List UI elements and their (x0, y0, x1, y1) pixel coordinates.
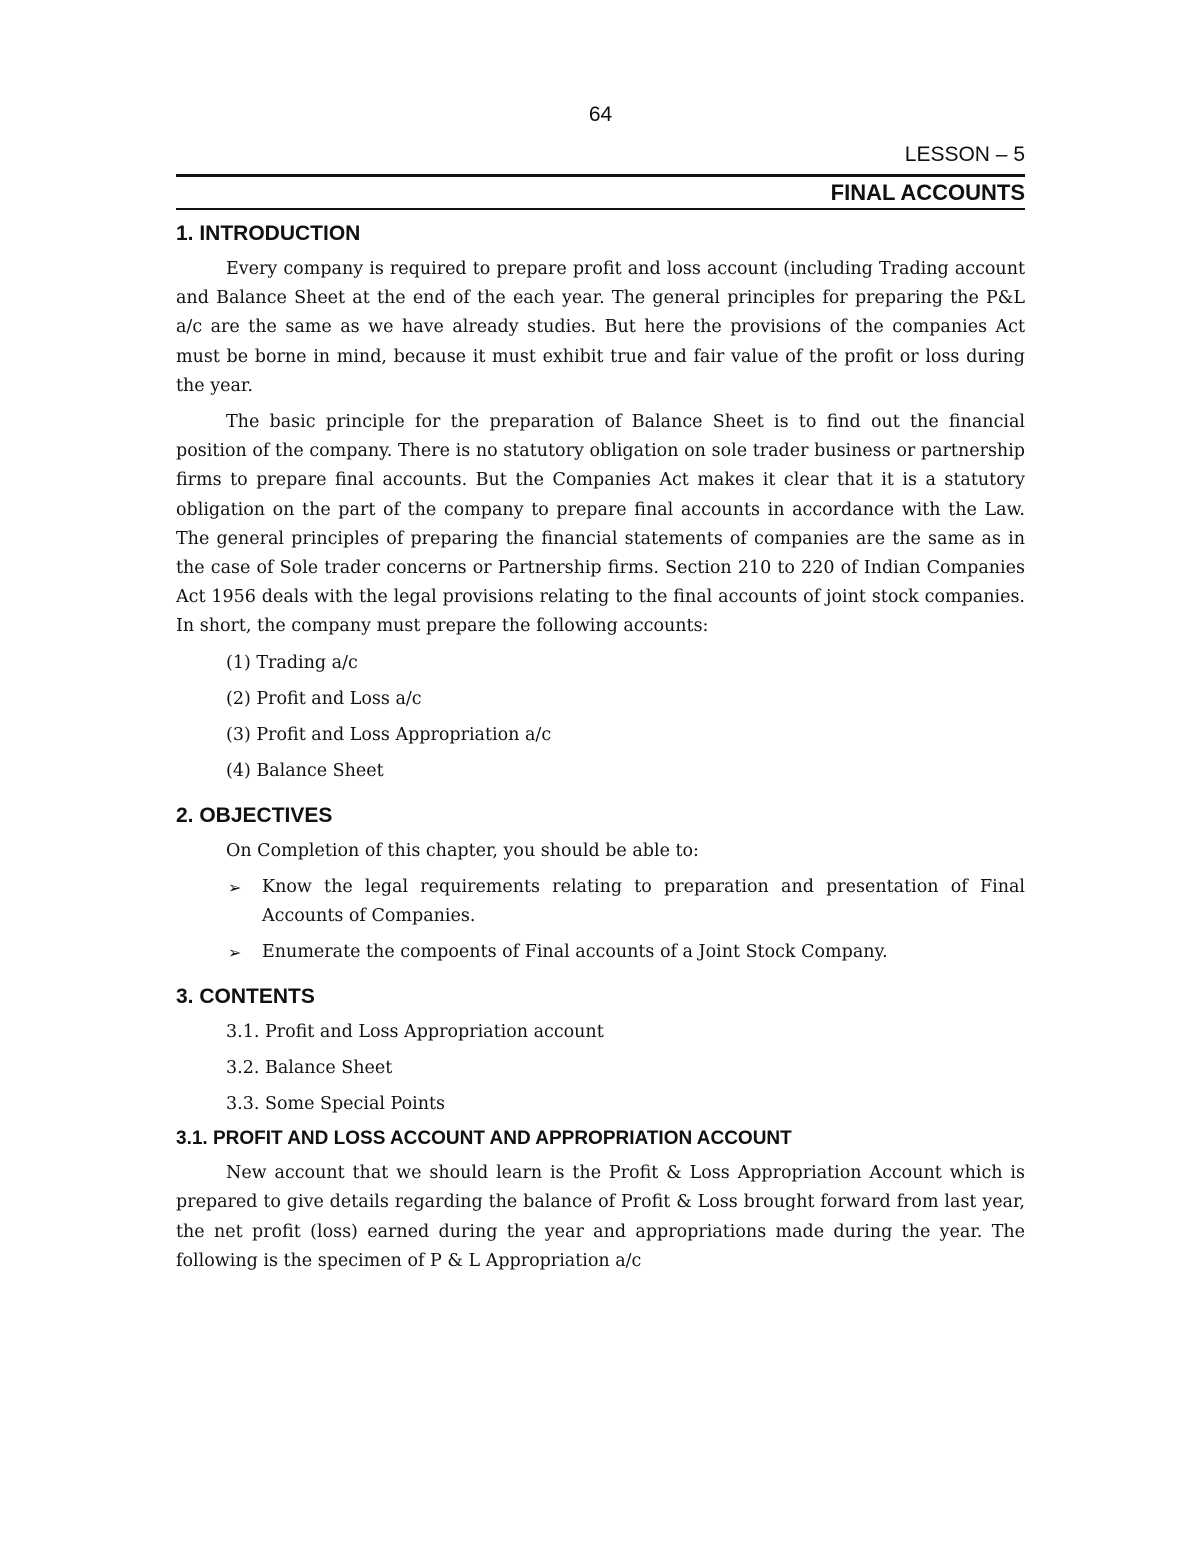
section-3-1-paragraph: New account that we should learn is the Profit & Loss Appropriation Account which is prepared to give details regarding the balance of Profit & Loss brought forward from last year, the net profit (loss) earned during the year and appropriations made during the year. The following is the specimen of P & L Appropriation a/c (176, 1163, 1025, 1271)
account-list-item: (3) Profit and Loss Appropriation a/c (226, 724, 552, 745)
objective-text: Know the legal requirements relating to preparation and presentation of Final Accounts of Companies. (262, 876, 1025, 926)
page-content (176, 220, 1025, 1276)
contents-item: 3.3. Some Special Points (226, 1094, 446, 1115)
objective-item (176, 873, 1025, 931)
contents-heading: 3. CONTENTS (176, 985, 315, 1009)
arrow-bullet-icon: ➢ (228, 877, 242, 897)
header-rule-bottom (176, 208, 1025, 210)
header-rule-top (176, 174, 1025, 177)
account-list-item: (4) Balance Sheet (226, 760, 384, 781)
introduction-paragraph-1: Every company is required to prepare profit and loss account (including Trading account and Balance Sheet at the end of the each year. The general principles for preparing the P&L a/c are the same as we have already studies. But here the provisions of the companies Act must be borne in mind, because it must exhibit true and fair value of the profit or loss during the year. (176, 259, 1025, 396)
objectives-intro: On Completion of this chapter, you should be able to: (226, 840, 699, 861)
introduction-paragraph-2: The basic principle for the preparation of Balance Sheet is to find out the financial position of the company. There is no statutory obligation on sole trader business or partnership firms to prepare final accounts. But the Companies Act makes it clear that it is a statutory obligation on the part of the company to prepare final accounts in accordance with the Law. The general principles of preparing the financial statements of companies are the same as in the case of Sole trader concerns or Partnership firms. Section 210 to 220 of Indian Companies Act 1956 deals with the legal provisions relating to the final accounts of joint stock companies. In short, the company must prepare the following accounts: (176, 412, 1025, 637)
objective-text: Enumerate the compoents of Final accounts of a Joint Stock Company. (262, 942, 888, 963)
chapter-title: FINAL ACCOUNTS (830, 180, 1025, 205)
objective-item (176, 938, 1025, 967)
arrow-bullet-icon: ➢ (228, 943, 242, 963)
page-number: 64 (588, 103, 613, 126)
objectives-heading: 2. OBJECTIVES (176, 803, 333, 827)
section-3-1-heading: 3.1. PROFIT AND LOSS ACCOUNT AND APPROPRIATION ACCOUNT (176, 1128, 792, 1150)
lesson-label: LESSON – 5 (904, 143, 1025, 166)
introduction-heading: 1. INTRODUCTION (176, 222, 361, 245)
account-list-item: (1) Trading a/c (226, 652, 358, 673)
contents-item: 3.1. Profit and Loss Appropriation account (226, 1022, 604, 1043)
account-list-item: (2) Profit and Loss a/c (226, 688, 422, 709)
contents-item: 3.2. Balance Sheet (226, 1058, 393, 1079)
